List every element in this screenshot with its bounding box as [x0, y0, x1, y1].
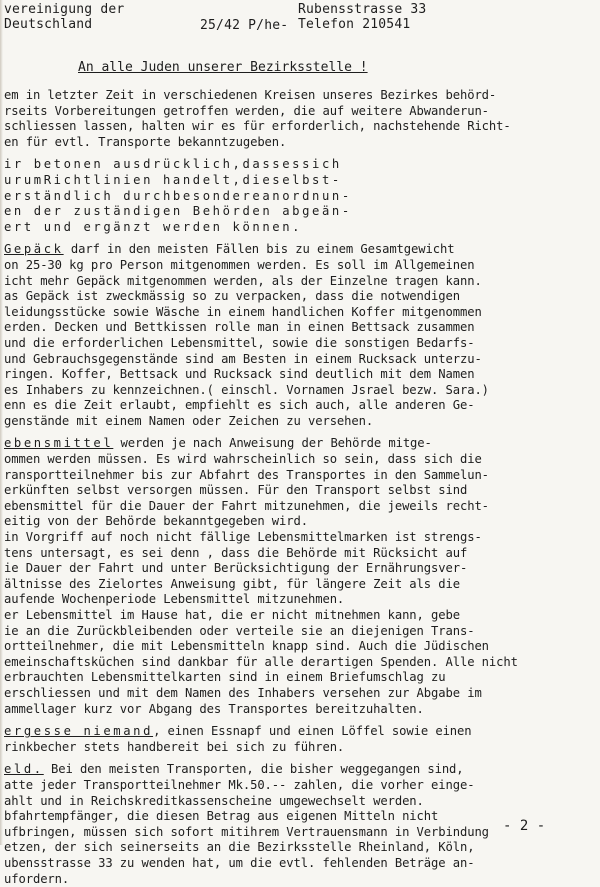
- line-text: enn es die Zeit erlaubt, empfiehlt es sich auch, alle anderen Ge-: [4, 398, 474, 412]
- reference-number: 25/42 P/he-: [200, 18, 288, 33]
- text-line: [4, 740, 596, 756]
- line-text: werden je nach Anweisung der Behörde mitge-: [113, 436, 431, 450]
- section-heading: ebensmittel: [4, 436, 113, 450]
- text-line: [4, 320, 596, 336]
- text-line: [4, 452, 596, 468]
- line-text: ältnisse des Zielortes Anweisung gibt, für längere Zeit als die: [4, 577, 460, 591]
- line-text: schliessen lassen, halten wir es für erforderlich, nachstehende Richt-: [4, 119, 511, 133]
- section-heading: Gepäck: [4, 242, 64, 256]
- line-text: em in letzter Zeit in verschiedenen Kreisen unseres Bezirkes behörd-: [4, 88, 496, 102]
- text-line: [4, 856, 596, 872]
- paragraph: [4, 242, 596, 429]
- text-line: [4, 686, 596, 702]
- text-line: [4, 724, 596, 740]
- text-line: [4, 514, 596, 530]
- text-line: [4, 398, 596, 414]
- line-text: ebensmittel für die Dauer der Fahrt mitzunehmen, die jeweils recht-: [4, 499, 489, 513]
- text-line: [4, 173, 596, 189]
- line-text: urumRichtlinien handelt,dieselbst-: [4, 173, 342, 187]
- line-text: , einen Essnapf und einen Löffel sowie einen: [153, 724, 471, 738]
- text-line: [4, 872, 596, 887]
- text-line: [4, 135, 596, 151]
- line-text: ringen. Koffer, Bettsack und Rucksack sind deutlich mit dem Namen: [4, 367, 474, 381]
- line-text: ufordern.: [4, 872, 69, 886]
- text-line: [4, 204, 596, 220]
- line-text: erbrauchten Lebensmittelkarten sind in einem Briefumschlag zu: [4, 670, 446, 684]
- line-text: ammellager kurz vor Abgang des Transportes bereitzuhalten.: [4, 702, 424, 716]
- letterhead-phone: Telefon 210541: [298, 17, 426, 32]
- line-text: Bei den meisten Transporten, die bisher weggegangen sind,: [44, 762, 464, 776]
- line-text: ransportteilnehmer bis zur Abfahrt des Transportes in den Sammelun-: [4, 468, 489, 482]
- text-line: [4, 119, 596, 135]
- page-edge-shadow: [0, 0, 3, 845]
- letterhead-right: [298, 2, 426, 32]
- line-text: ommen werden müssen. Es wird wahrscheinlich so sein, dass sich die: [4, 452, 482, 466]
- line-text: leidungsstücke sowie Wäsche in einem handlichen Koffer mitgenommen: [4, 305, 482, 319]
- line-text: ie Dauer der Fahrt und unter Berücksichtigung der Ernährungsver-: [4, 561, 467, 575]
- line-text: und die erforderlichen Lebensmittel, sowie die sonstigen Bedarfs-: [4, 336, 474, 350]
- line-text: ir betonen ausdrücklich,dassessich: [4, 157, 342, 171]
- paragraph-gap: [4, 429, 596, 436]
- line-text: erständlich durchbesondereanordnun-: [4, 189, 352, 203]
- line-text: ie an die Zurückbleibenden oder verteile sie an diejenigen Trans-: [4, 624, 474, 638]
- document-title: An alle Juden unserer Bezirksstelle !: [78, 60, 368, 75]
- line-text: ortteilnehmer, die mit Lebensmitteln knapp sind. Auch die Jüdischen: [4, 639, 489, 653]
- text-line: [4, 157, 596, 173]
- text-line: [4, 546, 596, 562]
- line-text: ufbringen, müssen sich sofort mitihrem Vertrauensmann in Verbindung: [4, 825, 489, 839]
- line-text: en für evtl. Transporte bekanntzugeben.: [4, 135, 286, 149]
- text-line: [4, 499, 596, 515]
- text-line: [4, 274, 596, 290]
- text-line: [4, 88, 596, 104]
- text-line: [4, 670, 596, 686]
- text-line: [4, 414, 596, 430]
- paragraph: [4, 88, 596, 150]
- letterhead-org-line1: vereinigung der: [4, 2, 124, 17]
- text-line: [4, 305, 596, 321]
- paragraph: [4, 157, 596, 235]
- paragraph: [4, 436, 596, 717]
- text-line: [4, 483, 596, 499]
- line-text: es Inhabers zu kennzeichnen.( einschl. Vornamen Jsrael bezw. Sara.): [4, 383, 489, 397]
- text-line: [4, 762, 596, 778]
- line-text: ubensstrasse 33 zu wenden hat, um die evtl. fehlenden Beträge an-: [4, 856, 474, 870]
- text-line: [4, 577, 596, 593]
- line-text: atte jeder Transportteilnehmer Mk.50.-- zahlen, die vorher einge-: [4, 778, 474, 792]
- letterhead-org-line2: Deutschland: [4, 17, 124, 32]
- text-line: [4, 367, 596, 383]
- text-line: [4, 436, 596, 452]
- line-text: er Lebensmittel im Hause hat, die er nicht mitnehmen kann, gebe: [4, 608, 460, 622]
- text-line: [4, 702, 596, 718]
- text-line: [4, 336, 596, 352]
- line-text: as Gepäck ist zweckmässig so zu verpacken, dass die notwendigen: [4, 289, 460, 303]
- paragraph-gap: [4, 150, 596, 157]
- section-heading: ergesse niemand: [4, 724, 153, 738]
- text-line: [4, 608, 596, 624]
- text-line: [4, 352, 596, 368]
- line-text: erschliessen und mit dem Namen des Inhabers versehen zur Abgabe im: [4, 686, 482, 700]
- text-line: [4, 794, 596, 810]
- text-line: [4, 639, 596, 655]
- line-text: eitig von der Behörde bekanntgegeben wird.: [4, 514, 308, 528]
- text-line: [4, 530, 596, 546]
- paragraph-gap: [4, 235, 596, 242]
- letterhead-address: Rubensstrasse 33: [298, 2, 426, 17]
- text-line: [4, 624, 596, 640]
- line-text: erden. Decken und Bettkissen rolle man in einen Bettsack zusammen: [4, 320, 474, 334]
- line-text: genstände mit einem Namen oder Zeichen zu versehen.: [4, 414, 373, 428]
- line-text: emeinschaftsküchen sind dankbar für alle derartigen Spenden. Alle nicht: [4, 655, 518, 669]
- letterhead-left: [4, 2, 124, 32]
- text-line: [4, 592, 596, 608]
- line-text: in Vorgriff auf noch nicht fällige Lebensmittelmarken ist strengs-: [4, 530, 482, 544]
- line-text: und Gebrauchsgegenstände sind am Besten in einem Rucksack unterzu-: [4, 352, 482, 366]
- paragraph-gap: [4, 717, 596, 724]
- line-text: icht mehr Gepäck mitgenommen werden, als der Einzelne tragen kann.: [4, 274, 482, 288]
- paragraph: [4, 724, 596, 755]
- page-number: - 2 -: [503, 818, 545, 834]
- line-text: ahlt und in Reichskreditkassenscheine umgewechselt werden.: [4, 794, 424, 808]
- line-text: bfahrtempfänger, die diesen Betrag aus eigenen Mitteln nicht: [4, 809, 438, 823]
- text-line: [4, 189, 596, 205]
- text-line: [4, 468, 596, 484]
- text-line: [4, 383, 596, 399]
- text-line: [4, 561, 596, 577]
- line-text: on 25-30 kg pro Person mitgenommen werden. Es soll im Allgemeinen: [4, 258, 474, 272]
- text-line: [4, 289, 596, 305]
- line-text: darf in den meisten Fällen bis zu einem Gesamtgewicht: [64, 242, 455, 256]
- text-line: [4, 220, 596, 236]
- section-heading: eld.: [4, 762, 44, 776]
- line-text: aufende Wochenperiode Lebensmittel mitzunehmen.: [4, 592, 344, 606]
- text-line: [4, 258, 596, 274]
- line-text: erkünften selbst versorgen müssen. Für den Transport selbst sind: [4, 483, 467, 497]
- line-text: en der zuständigen Behörden abgeän-: [4, 204, 352, 218]
- paragraph-gap: [4, 755, 596, 762]
- text-line: [4, 242, 596, 258]
- line-text: tens untersagt, es sei denn , dass die Behörde mit Rücksicht auf: [4, 546, 467, 560]
- text-line: [4, 104, 596, 120]
- line-text: ert und ergänzt werden können.: [4, 220, 302, 234]
- line-text: etzen, der sich seinerseits an die Bezirksstelle Rheinland, Köln,: [4, 840, 474, 854]
- line-text: rinkbecher stets handbereit bei sich zu führen.: [4, 740, 344, 754]
- line-text: rseits Vorbereitungen getroffen werden, die auf weitere Abwanderun-: [4, 104, 489, 118]
- document-body: [4, 88, 596, 887]
- text-line: [4, 840, 596, 856]
- text-line: [4, 778, 596, 794]
- text-line: [4, 655, 596, 671]
